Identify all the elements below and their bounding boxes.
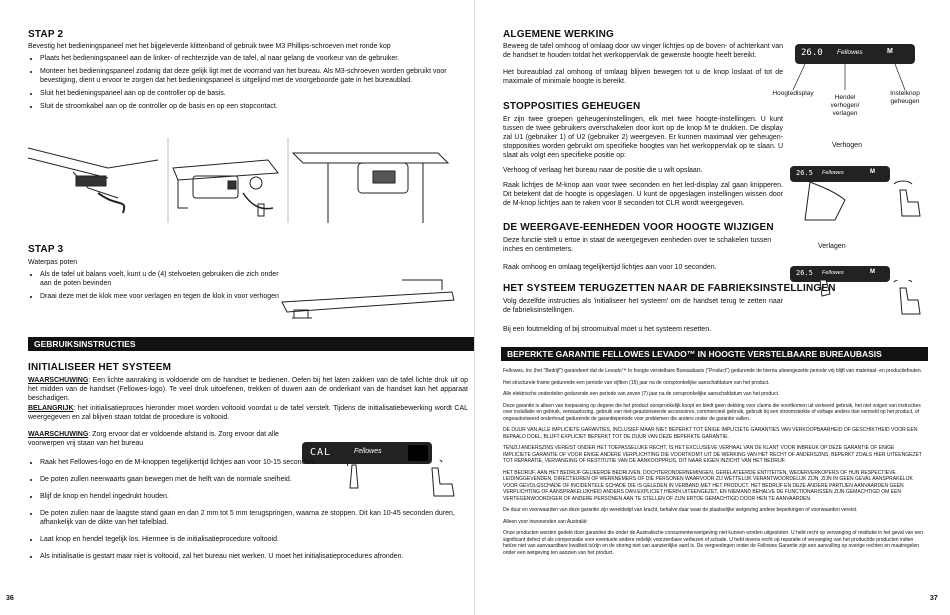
- leveling-foot-illustration: [272, 270, 462, 330]
- controller-illustration: [28, 138, 458, 223]
- right-page: [475, 0, 950, 615]
- warranty-paragraph: Het structurele frame gedurende een periode van vijftien (15) jaar na de oorspronkelijke aanschafdatum van het product.: [503, 379, 770, 386]
- list-item: • Als initialisatie is gestart maar niet is voltooid, zal het bureau niet werken. U moet het initialisatieprocedures afronden.: [40, 552, 480, 561]
- list-item: • De poten zullen naar de laagste stand gaan en dan 2 mm tot 5 mm terugspringen, waarna ze stoppen. Dit kan 10-45 seconden duren, afhankelijk van de dikte van het tafelblad.: [40, 509, 480, 527]
- stap2-title: STAP 2: [28, 29, 64, 40]
- fellowes-logo: Fellowes: [822, 270, 844, 276]
- verhogen-diagram: [790, 142, 930, 222]
- init-important: BELANGRIJK: het initialisatieproces hieronder moet worden voltooid voordat u de tafel verstelt. Tijdens de initialisatiebewerking wordt CAL weergegeven en zal blijven staan totdat de procedure is voltooid.: [28, 405, 468, 421]
- list-item: • Laat knop en hendel tegelijk los. Hiermee is de initialisatieprocedure voltooid.: [40, 535, 480, 544]
- reset-p1: Volg dezelfde instructies als 'initialiseer het systeem' om de handset terug te zetten naar de fabrieksinstellingen.: [503, 298, 783, 314]
- fellowes-logo: Fellowes: [354, 448, 382, 455]
- handset: [795, 44, 915, 64]
- height-display: 26.5: [796, 169, 813, 177]
- warranty-band: BEPERKTE GARANTIE FELLOWES LEVADO™ IN HOOGTE VERSTELBAARE BUREAUBASIS: [501, 347, 928, 361]
- fellowes-logo: Fellowes: [822, 170, 844, 176]
- stap2-bullets: [28, 54, 465, 115]
- list-item: • Plaats het bedieningspaneel aan de linker- of rechterzijde van de tafel, al naar gelang de voorkeur van de gebruiker.: [40, 54, 465, 63]
- list-item: • Draai deze met de klok mee voor verlagen en tegen de klok in voor verhogen: [40, 292, 280, 301]
- warranty-paragraph: Onze producten worden gedekt door garanties die onder de Australische consumentenwetgeving niet kunnen worden uitgesloten. U hebt recht op vervanging of restitutie in het geval van een significant defect of als compensatie voor eventuele andere redelijk voorzienbare verliezen of schade. U hebt tevens recht op reparatie of vervanging van het product/de producten indien het/ze niet van aanvaardbare kwaliteit is/zijn en de storing niet van aanzienlijke aard is. De vergoedingen onder de Fellowes Garantie zijn een aanvulling op overige rechten en maatregelen onder een wetgeving ten aanzien van het product.: [503, 530, 923, 556]
- stap2-intro: Bevestig het bedieningspaneel met het bijgeleverde klittenband of gebruik twee M3 Phillips-schroeven met ronde kop: [28, 43, 391, 50]
- fellowes-logo: Fellowes: [837, 49, 863, 56]
- reset-p2: Bij een foutmelding of bij stroomuitval moet u het systeem resetten.: [503, 326, 712, 333]
- warranty-paragraph: HET BEDRIJF, AAN HET BEDRIJF GELIEERDE BEDRIJVEN, DOCHTERONDERNEMINGEN, GERELATEERDE ENTITEITEN, WEDERVERKOPERS OF HUN RESPECTIEVE LEIDINGGEVENDEN, DIRECTEUREN OF WERKNEMERS OF DIE PERSONEN WAARVOOR ZIJ WETTELIJK VERANTWOORDELIJK ZIJN, ZIJN IN GEEN GEVAL AANSPRAKELIJK VOOR GEVOLGSCHADE OF INCIDENTELE SCHADE DIE IS GELEDEN IN VERBAND MET HET PRODUCT. HET BEDRIJF EN DEZE ANDERE PARTIJEN AANVAARDEN GEEN VERPLICHTING OF AANSPRAKELIJKHEID ANDERS DAN EXPLICIET HIERIN UITEENGEZET, EN NIEMAND BEHALVE DE FUNCTIONARISSEN ZIJN GEMACHTIGD OM EEN VERTEGENWOORDIGER OF ANDERE PERSONEN AAN TE STELLEN OF ZIJN ERTOE GEMACHTIGD DOOR HEN TE AANVAARDEN.: [503, 469, 913, 502]
- algemene-p1: Beweeg de tafel omhoog of omlaag door uw vinger lichtjes op de boven- of achterkant van de handset te houden totdat het werkoppervlak de gewenste hoogte heeft bereikt.: [503, 43, 783, 59]
- page-number: 37: [930, 595, 938, 602]
- algemene-p2: Het bureaublad zal omhoog of omlaag blijven bewegen tot u de knop loslaat of tot de maximale of minimale hoogte is bereikt.: [503, 69, 783, 85]
- weergave-title: DE WEERGAVE-EENHEDEN VOOR HOOGTE WIJZIGEN: [503, 222, 774, 233]
- verlagen-label: Verlagen: [818, 243, 846, 250]
- warranty-paragraph: Fellowes, Inc (het "Bedrijf") garandeert dat de Levado™ In hoogte verstelbare Bureaubasis ("Product") gedurende de hierna uiteengezette periode vrij blijft van materiaal- en productiefouten.: [503, 368, 923, 374]
- weergave-p1: Deze functie stelt u ertoe in staat de weergegeven eenheden over te schakelen tussen inches en centimeters.: [503, 237, 772, 253]
- warranty-paragraph: Deze garantie is alleen van toepassing op degene die het product oorspronkelijk koopt en biedt geen dekking voor claims die voortkomen uit verkeerd gebruik, het niet volgen van instructies over installatie en gebruik, verwaarlozing, gebruik van niet-geautoriseerde accessoires, commercieel gebruik, gebruik bij een stroomsterkte of voltage anders dan vermeld op het product, of ongeautoriseerd onderhoud gedurende de garantieperiode voor problemen die anders onder de garantie vallen.: [503, 402, 921, 422]
- list-item: • Sluit de stroomkabel aan op de controller op de basis en op een stopcontact.: [40, 102, 465, 111]
- list-item: • Sluit het bedieningspaneel aan op de controller op de basis.: [40, 89, 465, 98]
- m-key[interactable]: M: [887, 48, 893, 55]
- m-key[interactable]: M: [870, 169, 875, 175]
- stap3-bullets: [28, 270, 280, 305]
- cal-display: CAL: [310, 447, 332, 458]
- init-warning-2: WAARSCHUWING: Zorg ervoor dat er voldoende afstand is. Zorg ervoor dat alle voorwerpen vrij staan van het bureau: [28, 431, 279, 447]
- height-display: 26.5: [796, 269, 813, 277]
- callout-lines: [785, 62, 930, 92]
- stopposities-p2: Verhoog of verlaag het bureau naar de positie die u wilt opslaan.: [503, 167, 703, 174]
- warranty-paragraph: DE DUUR VAN ALLE IMPLICIETE GARANTIES, INCLUSIEF MAAR NIET BEPERKT TOT ENIGE IMPLICIETE GARANTIES VAN VERKOOPBAARHEID OF GESCHIKTHEID VOOR EEN BEPAALD DOEL, BLIJFT EXPLICIET BEPERKT TOT DE DUUR VAN DEZE BEPERKTE GARANTIE.: [503, 427, 918, 440]
- label-hendel: Hendel verhogen/ verlagen: [830, 94, 860, 117]
- list-item: • Als de tafel uit balans voelt, kunt u de (4) stelvoeten gebruiken die zich onder aan de poten bevinden: [40, 270, 280, 288]
- hand-icon: [790, 180, 930, 222]
- warranty-paragraph: Alle elektrische onderdelen gedurende een periode van zeven (7) jaar na de oorspronkelijke aanschafdatum van het product.: [503, 391, 780, 397]
- init-bullets: [28, 458, 480, 569]
- list-item: • Monteer het bedieningspaneel zodanig dat deze gelijk ligt met de voorrand van het bureau. Als M3-schroeven worden gebruikt voor bevestiging, dient u ervoor te zorgen dat het bedieningspaneel is uitgelijnd met de voorgeboorde gate in het bureaublad.: [40, 67, 465, 85]
- warranty-paragraph: Alleen voor inwonenden van Australië:: [503, 518, 588, 525]
- stap3-title: STAP 3: [28, 244, 64, 255]
- stopposities-p3: Raak lichtjes de M-knop aan voor twee seconden en het led-display zal gaan knipperen. Dit betekent dat de hoogte is opgeslagen. U kunt de opgeslagen instellingen wissen door de M-knop lichtjes aan te raken voor 8 seconden tot CLR wordt weergegeven.: [503, 182, 783, 207]
- warranty-paragraph: De duur en voorwaarden van deze garantie zijn wereldwijd van kracht, behalve daar waar de plaatselijke wetgeving andere beperkingen of voorwaarden vereist.: [503, 507, 858, 513]
- warranty-text: [503, 368, 923, 561]
- verlagen-diagram: [790, 240, 930, 320]
- page-number: 36: [6, 595, 14, 602]
- list-item: • Blijf de knop en hendel ingedrukt houden.: [40, 492, 480, 501]
- label-instelknop: Instelknop geheugen: [890, 90, 920, 105]
- list-item: • De poten zullen neerwaarts gaan bewegen met de helft van de normale snelheid.: [40, 475, 480, 484]
- section-band-gebruiksinstructies: GEBRUIKSINSTRUCTIES: [28, 337, 475, 351]
- stap2-illustrations: [28, 138, 458, 223]
- m-key[interactable]: M: [870, 269, 875, 275]
- init-warning-1: WAARSCHUWING: Een lichte aanraking is voldoende om de handset te bedienen. Oefen bij het laten zakken van de tafel lichte druk uit op het midden van de handset (Fellowes-logo). Te veel druk uitoefenen, trekken of duwen aan de onderkant van de handset kan het apparaat beschadigen.: [28, 377, 468, 402]
- list-item: • Raak het Fellowes-logo en de M-knoppen tegelijkertijd lichtjes aan voor 10-15 seconden.: [40, 458, 480, 467]
- init-title: INITIALISEER HET SYSTEEM: [28, 362, 172, 373]
- label-hoogtedisplay: Hoogtedisplay: [772, 90, 814, 97]
- handset-diagram: [772, 40, 930, 135]
- stap3-subtitle: Waterpas poten: [28, 259, 78, 266]
- verhogen-label: Verhogen: [832, 142, 862, 149]
- weergave-p2: Raak omhoog en omlaag tegelijkertijd lichtjes aan voor 10 seconden.: [503, 264, 717, 271]
- warranty-paragraph: TENZIJ ANDERSZINS VEREIST ONDER HET TOEPASSELIJKE RECHT, IS HET EXCLUSIEVE VERHAAL VAN DE KLANT VOOR INBREUK OP DEZE GARANTIE OF ENIGE IMPLICIETE GARANTIE OF VOOR ENIGE ANDERE VERPLICHTING DIE VOORTKOMT UIT DE WERKING VAN HET RECHT OF ANDERSZINS, BEPERKT ZOALS HIER UITEENGEZET TOT REPARATIE, VERVANGING OF RESTITUTIE VAN DE AANKOOPPRIJS, DIT NAAR EIGEN INZICHT VAN HET BEDRIJF.: [503, 445, 922, 464]
- stopposities-p1: Er zijn twee groepen geheugeninstellingen, elk met twee hoogte-instellingen. U kunt tussen de twee gebruikers overschakelen door kort op de knop M te drukken. De display zal U1 (gebruiker 1) of U2 (gebruiker 2) weergeven. Er kunnen maximaal vier geheugen-stopposities worden gebruikt om specifieke hoogtes van het werkoppervlak op te slaan. U slaat als volgt een specifieke positie op:: [503, 116, 783, 159]
- height-display: 26.0: [801, 48, 823, 58]
- algemene-title: ALGEMENE WERKING: [503, 29, 614, 40]
- reset-title: HET SYSTEEM TERUGZETTEN NAAR DE FABRIEKSINSTELLINGEN: [503, 283, 836, 294]
- stopposities-title: STOPPOSITIES GEHEUGEN: [503, 101, 641, 112]
